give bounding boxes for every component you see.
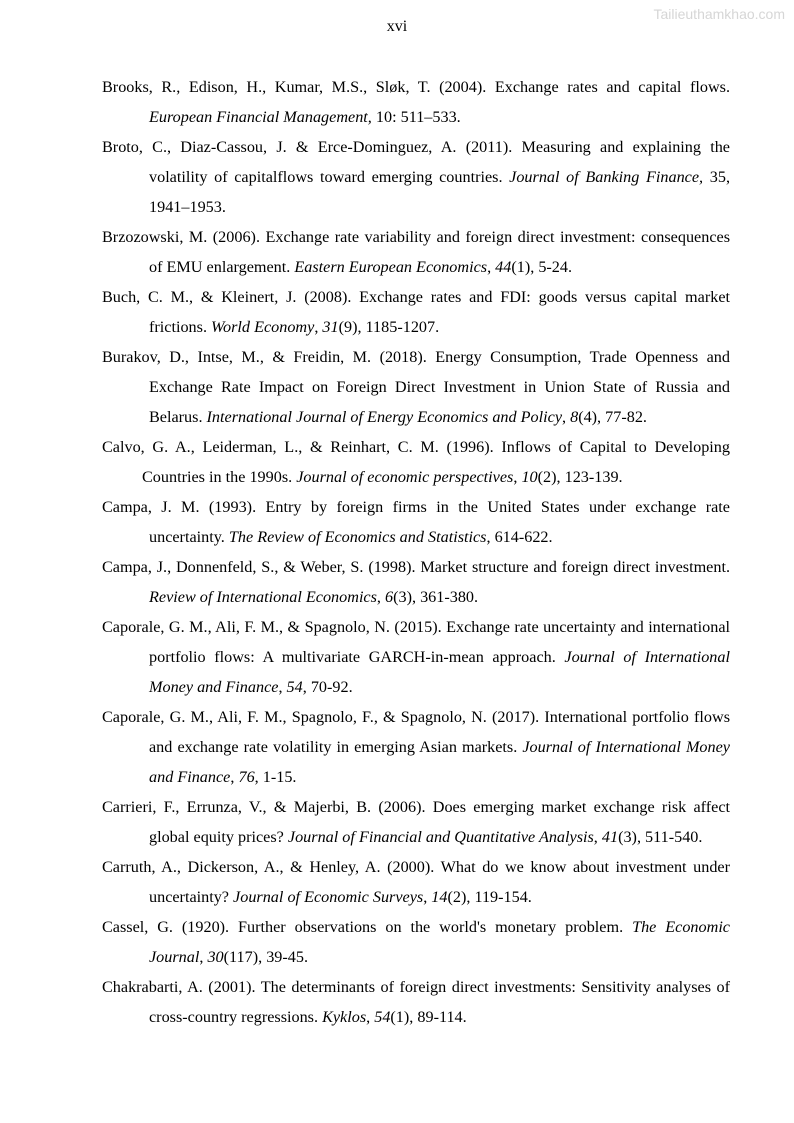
volume: 31 xyxy=(322,318,339,336)
reference-entry: Campa, J., Donnenfeld, S., & Weber, S. (1998). Market structure and foreign direct investment. Review of International Economics, 6(3), 361-380. xyxy=(102,558,730,606)
reference-tail: (4), 77-82. xyxy=(578,408,647,426)
reference-tail: (117), 39-45. xyxy=(223,948,309,966)
volume: 54 xyxy=(286,678,303,696)
reference-tail: , 614-622. xyxy=(486,528,553,546)
reference-text: Buch, C. M., & Kleinert, J. (2008). Exchange rates and FDI: goods versus capital market frictions. xyxy=(102,288,730,336)
reference-text: Burakov, D., Intse, M., & Freidin, M. (2018). Energy Consumption, Trade Openness and Exchange Rate Impact on Foreign Direct Investment in Union State of Russia and Belarus. xyxy=(102,348,730,426)
reference-tail: (2), 119-154. xyxy=(447,888,532,906)
reference-text: Carrieri, F., Errunza, V., & Majerbi, B. (2006). Does emerging market exchange risk affect global equity prices? xyxy=(102,798,730,846)
reference-entry: Cassel, G. (1920). Further observations on the world's monetary problem. The Economic Journal, 30(117), 39-45. xyxy=(102,918,730,966)
reference-tail: 10: 511–533. xyxy=(371,108,461,126)
reference-text: Chakrabarti, A. (2001). The determinants of foreign direct investments: Sensitivity analyses of cross-country regressions. xyxy=(102,978,730,1026)
reference-tail: (3), 511-540. xyxy=(618,828,703,846)
reference-tail: (1), 5-24. xyxy=(511,258,573,276)
reference-entry xyxy=(102,492,730,552)
volume: 10 xyxy=(521,468,538,486)
journal-title: Kyklos xyxy=(322,1008,367,1026)
reference-text: Caporale, G. M., Ali, F. M., Spagnolo, F., & Spagnolo, N. (2017). International portfolio flows and exchange rate volatility in emerging Asian markets. xyxy=(102,708,730,756)
journal-title: European Financial Management, xyxy=(149,108,372,126)
reference-text: Cassel, G. (1920). Further observations on the world's monetary problem. xyxy=(102,918,633,936)
reference-entry: Chakrabarti, A. (2001). The determinants of foreign direct investments: Sensitivity analyses of cross-country regressions. Kyklos, 54(1), 89-114. xyxy=(102,978,730,1026)
reference-entry: Caporale, G. M., Ali, F. M., Spagnolo, F., & Spagnolo, N. (2017). International portfolio flows and exchange rate volatility in emerging Asian markets. Journal of International Money and Finance, 76, 1-15. xyxy=(102,708,730,786)
reference-text: Brzozowski, M. (2006). Exchange rate variability and foreign direct investment: consequences of EMU enlargement. xyxy=(102,228,730,276)
journal-title: The Economic Journal xyxy=(149,918,730,966)
reference-tail: (1), 89-114. xyxy=(390,1008,467,1026)
reference-entry: Brzozowski, M. (2006). Exchange rate variability and foreign direct investment: consequences of EMU enlargement. Eastern European Economics, 44(1), 5-24. xyxy=(102,228,730,276)
volume: 6 xyxy=(385,588,394,606)
journal-title: Journal of International Money and Finance xyxy=(149,738,730,786)
reference-entry xyxy=(102,72,730,132)
page-number: xvi xyxy=(386,18,408,35)
reference-text: Caporale, G. M., Ali, F. M., & Spagnolo, N. (2015). Exchange rate uncertainty and international portfolio flows: A multivariate GARCH-in-mean approach. xyxy=(102,618,730,666)
reference-tail: , 70-92. xyxy=(302,678,353,696)
journal-title: Journal of Banking Finance, xyxy=(509,168,704,186)
volume: 54 xyxy=(374,1008,391,1026)
reference-tail: (3), 361-380. xyxy=(393,588,479,606)
volume: 30 xyxy=(207,948,224,966)
reference-text: Campa, J. M. (1993). Entry by foreign firms in the United States under exchange rate uncertainty. xyxy=(102,498,730,546)
reference-tail: (9), 1185-1207. xyxy=(338,318,440,336)
reference-text: Broto, C., Diaz-Cassou, J. & Erce-Dominguez, A. (2011). Measuring and explaining the volatility of capitalflows toward emerging countries. xyxy=(102,138,730,186)
reference-tail: , 1-15. xyxy=(254,768,297,786)
reference-entry: Caporale, G. M., Ali, F. M., & Spagnolo, N. (2015). Exchange rate uncertainty and international portfolio flows: A multivariate GARCH-in-mean approach. Journal of International Money and Finance, 54, 70-92. xyxy=(102,618,730,696)
volume: 8 xyxy=(570,408,579,426)
reference-text: Calvo, G. A., Leiderman, L., & Reinhart, C. M. (1996). Inflows of Capital to Developing Countries in the 1990s. xyxy=(102,438,730,486)
watermark-text: Tailieuthamkhao.com xyxy=(653,6,785,22)
journal-title: International Journal of Energy Economics and Policy xyxy=(206,408,562,426)
journal-title: Journal of International Money and Finance xyxy=(149,648,730,696)
reference-entry xyxy=(102,132,730,222)
reference-text: Campa, J., Donnenfeld, S., & Weber, S. (1998). Market structure and foreign direct investment. xyxy=(102,558,730,576)
volume: 44 xyxy=(495,258,512,276)
journal-title: World Economy xyxy=(211,318,315,336)
volume: 41 xyxy=(601,828,619,846)
reference-list xyxy=(102,72,730,1032)
journal-title: Eastern European Economics xyxy=(294,258,488,276)
reference-text: Carruth, A., Dickerson, A., & Henley, A. (2000). What do we know about investment under uncertainty? xyxy=(102,858,730,906)
volume: 14 xyxy=(431,888,448,906)
reference-entry: Carrieri, F., Errunza, V., & Majerbi, B. (2006). Does emerging market exchange risk affect global equity prices? Journal of Financial and Quantitative Analysis, 41(3), 511-540. xyxy=(102,798,730,846)
reference-entry: Calvo, G. A., Leiderman, L., & Reinhart, C. M. (1996). Inflows of Capital to Developing Countries in the 1990s. Journal of economic perspectives, 10(2), 123-139. xyxy=(102,438,730,486)
journal-title: Journal of Economic Surveys xyxy=(233,888,424,906)
journal-title: Journal of economic perspectives xyxy=(296,468,514,486)
volume: 76 xyxy=(238,768,255,786)
journal-title: The Review of Economics and Statistics xyxy=(228,528,487,546)
reference-entry: Burakov, D., Intse, M., & Freidin, M. (2018). Energy Consumption, Trade Openness and Exchange Rate Impact on Foreign Direct Investment in Union State of Russia and Belarus. International Journal of Energy Economics and Policy, 8(4), 77-82. xyxy=(102,348,730,426)
journal-title: Review of International Economics xyxy=(149,588,377,606)
reference-entry: Buch, C. M., & Kleinert, J. (2008). Exchange rates and FDI: goods versus capital market frictions. World Economy, 31(9), 1185-1207. xyxy=(102,288,730,336)
journal-title: Journal of Financial and Quantitative Analysis xyxy=(287,828,594,846)
reference-tail: (2), 123-139. xyxy=(537,468,623,486)
reference-entry: Carruth, A., Dickerson, A., & Henley, A. (2000). What do we know about investment under uncertainty? Journal of Economic Surveys, 14(2), 119-154. xyxy=(102,858,730,906)
reference-text: Brooks, R., Edison, H., Kumar, M.S., Sløk, T. (2004). Exchange rates and capital flows. xyxy=(102,78,730,96)
reference-tail: 35, 1941–1953. xyxy=(149,168,730,216)
